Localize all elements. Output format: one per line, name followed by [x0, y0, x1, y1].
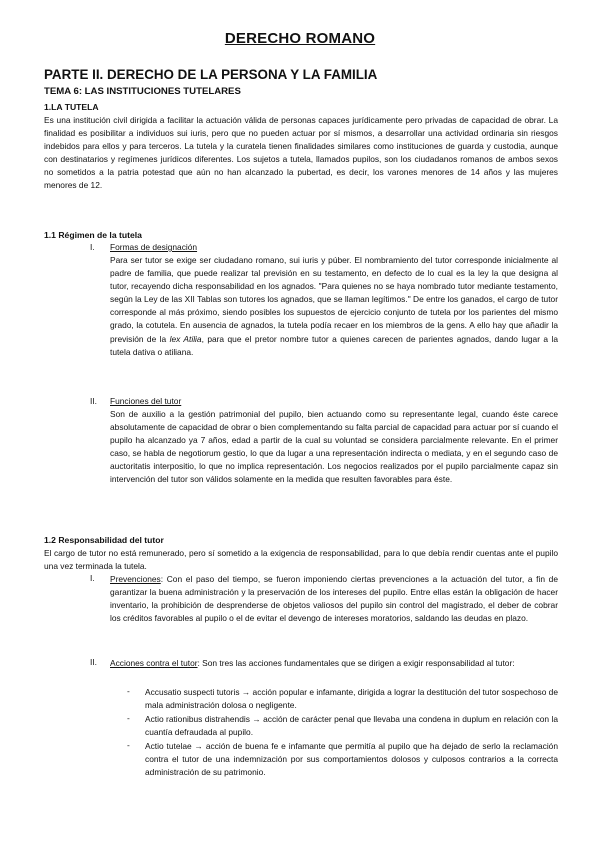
item-numeral: II.: [90, 657, 97, 667]
bullet-accusatio: Accusatio suspecti tutoris → acción popular e infamante, dirigida a lograr la destitución del tutor sospechoso de mala administración dolosa o negligente.: [145, 687, 558, 711]
section-1-1-heading: 1.1 Régimen de la tutela: [44, 230, 142, 240]
item-text-prevenciones: [110, 573, 558, 625]
part-title: PARTE II. DERECHO DE LA PERSONA Y LA FAMILIA: [44, 67, 378, 82]
formas-text-before: Para ser tutor se exige ser ciudadano romano, sui iuris y púber. El nombramiento del tutor corresponde inicialmente al padre de familia, que puede realizar tal previsión en su testamento, en defecto de lo cual es la ley la que designa al tutor, recayendo dicha responsabilidad en los agnados. "Para quienes no se haya nombrado tutor mediante testamento, según la Ley de las XII Tablas son tutores los agnados, que se llaman legítimos." De entre los ganados, el cargo de tutor corresponde al más próximo, siendo posibles los supuestos de ejercicio conjunto de tutela por los parientes del mismo grado, la cotutela. En ausencia de agnados, la tutela podía recaer en los miembros de la gens. A ello hay que añadir la previsión de la: [110, 255, 558, 344]
item-title-prevenciones: Prevenciones: [110, 574, 161, 584]
item-text-funciones: Son de auxilio a la gestión patrimonial del pupilo, bien actuando como su representante legal, cuando éste carece absolutamente de capacidad de obrar o bien complementando su falta parcial de capacidad para actuar por sí cuando el pupilo ha alcanzado ya 7 años, edad a partir de la cual su voluntad se considera parcialmente relevante. En el primer caso, se habla de negotiorum gestio, lo que da lugar a una representación indirecta o mediata, y en el segundo caso de auctoritatis interpositio, lo que no implica representación. Los negocios realizados por el pupilo parcialmente capaz sin intervención del tutor son válidos solamente en la medida que resulten favorables para éste.: [110, 409, 558, 485]
section-1-heading: 1.LA TUTELA: [44, 102, 99, 112]
theme-title: TEMA 6: LAS INSTITUCIONES TUTELARES: [44, 86, 241, 97]
prevenciones-text: : Con el paso del tiempo, se fueron imponiendo ciertas prevenciones a la actuación del tutor, a fin de garantizar la buena administración y la preservación de los intereses del pupilo. Entre ellas están la obligación de hacer inventario, la prohibición de desprenderse de objetos valiosos del pupilo sin control del magistrado, el deber de cobrar los créditos favorables al pupilo o el de evitar el devengo de intereses moratorios, saldando las deudas en plazo.: [110, 574, 558, 624]
bullet-dash: -: [127, 713, 130, 723]
bullet-actio-tutelae: Actio tutelae → acción de buena fe e infamante que permitía al pupilo que ha dejado de serlo la reclamación contra el tutor de una indemnización por sus comportamientos dolosos y culposos contrarios a la correcta administración de su patrimonio.: [145, 741, 558, 778]
section-1-2-heading: 1.2 Responsabilidad del tutor: [44, 535, 164, 545]
item-title-formas: Formas de designación: [110, 242, 198, 252]
document-title: DERECHO ROMANO: [224, 30, 376, 47]
item-title-acciones: Acciones contra el tutor: [110, 658, 198, 668]
item-numeral: II.: [90, 396, 97, 406]
item-numeral: I.: [90, 573, 95, 583]
item-numeral: I.: [90, 242, 95, 252]
lex-atilia-italic: lex Atilia: [169, 333, 202, 344]
item-text-formas: [110, 254, 558, 359]
section-1-intro: Es una institución civil dirigida a facilitar la actuación válida de personas capaces jurídicamente pero privadas de capacidad de obrar. La finalidad es posibilitar a individuos sui iuris, pero que no pueden actuar por sí mismos, a desarrollar una actividad ordinaria sin riesgos indebidos para ellos y para terceros. La tutela y la curatela tienen finalidades similares como instituciones de guarda y custodia, aunque con destinatarios y regímenes jurídicos diferentes. Los sujetos a tutela, llamados pupilos, son los ciudadanos romanos de ambos sexos no sometidos a la patria potestad que aún no han alcanzado la pubertad, es decir, los varones menores de 14 años y las mujeres menores de 12.: [44, 115, 558, 191]
bullet-dash: -: [127, 740, 130, 750]
section-1-2-intro: El cargo de tutor no está remunerado, pero sí sometido a la exigencia de responsabilidad, para lo que debía rendir cuentas ante el pupilo una vez terminada la tutela.: [44, 548, 558, 572]
formas-text-after: , para que el pretor nombre tutor a quienes carecen de parientes agnados, dando lugar a la tutela dativa o atiliana.: [110, 333, 558, 357]
item-title-funciones: Funciones del tutor: [110, 396, 182, 406]
item-text-acciones: [110, 657, 558, 670]
bullet-actio-rationibus: Actio rationibus distrahendis → acción de carácter penal que llevaba una condena in duplum en relación con la cuantía defraudada al pupilo.: [145, 714, 558, 738]
acciones-text: : Son tres las acciones fundamentales que se dirigen a exigir responsabilidad al tutor:: [197, 658, 515, 668]
bullet-dash: -: [127, 686, 130, 696]
